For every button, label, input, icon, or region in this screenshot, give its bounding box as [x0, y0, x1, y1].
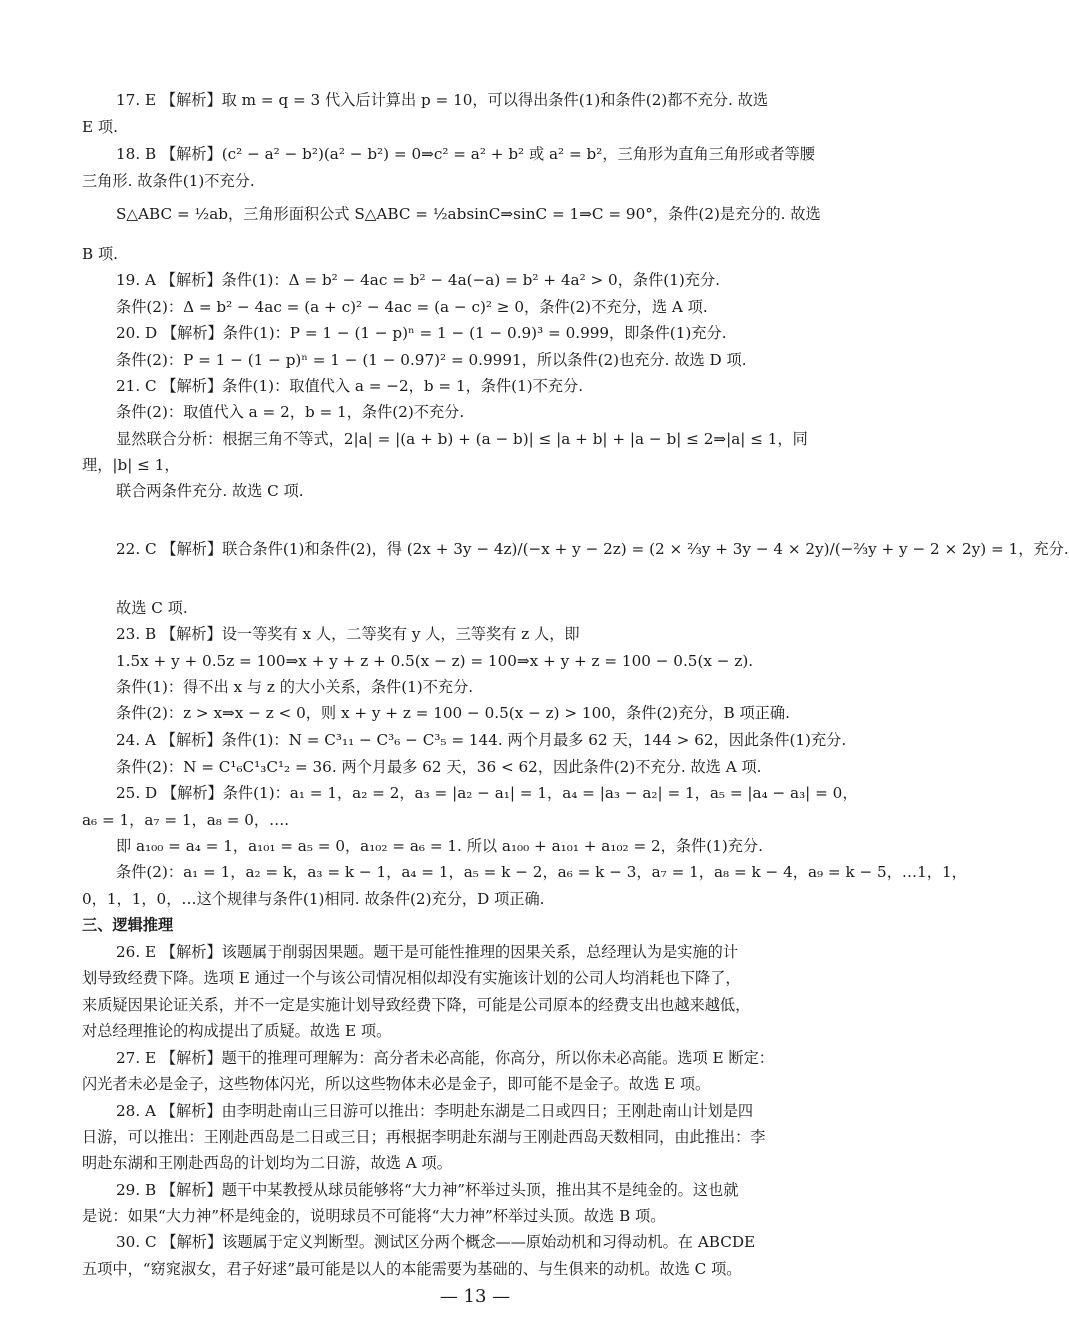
- q18-line4: B 项.: [82, 245, 119, 263]
- q26-line4: 对总经理推论的构成提出了质疑。故选 E 项。: [82, 1022, 392, 1040]
- q21-line3: 显然联合分析：根据三角不等式，2|a| = |(a + b) + (a − b)| ≤ |a + b| + |a − b| ≤ 2⇒|a| ≤ 1，同: [116, 430, 808, 448]
- q21-line2: 条件(2)：取值代入 a = 2，b = 1，条件(2)不充分.: [116, 403, 465, 421]
- q20-line1: 20. D 【解析】条件(1)：P = 1 − (1 − p)ⁿ = 1 − (1 − 0.9)³ = 0.999，即条件(1)充分.: [116, 324, 727, 342]
- q26-line3: 来质疑因果论证关系，并不一定是实施计划导致经费下降，可能是公司原本的经费支出也越来越低，: [82, 996, 751, 1014]
- q23-line1: 23. B 【解析】设一等奖有 x 人，二等奖有 y 人，三等奖有 z 人，即: [116, 625, 580, 643]
- q21-line4: 理，|b| ≤ 1，: [82, 456, 180, 474]
- q17-line1: 17. E 【解析】取 m = q = 3 代入后计算出 p = 10，可以得出条件(1)和条件(2)都不充分. 故选: [116, 91, 769, 109]
- q21-line1: 21. C 【解析】条件(1)：取值代入 a = −2，b = 1，条件(1)不充分.: [116, 377, 584, 395]
- q25-line5: 0，1，1，0，…这个规律与条件(1)相同. 故条件(2)充分，D 项正确.: [82, 890, 545, 908]
- q21-line5: 联合两条件充分. 故选 C 项.: [116, 482, 304, 500]
- q27-line1: 27. E 【解析】题干的推理可理解为：高分者未必高能，你高分，所以你未必高能。选项 E 断定：: [116, 1049, 774, 1067]
- page-number: — 13 —: [439, 1286, 511, 1307]
- q24-line2: 条件(2)：N = C¹₆C¹₃C¹₂ = 36. 两个月最多 62 天，36 < 62，因此条件(2)不充分. 故选 A 项.: [116, 758, 762, 776]
- q30-line1: 30. C 【解析】该题属于定义判断型。测试区分两个概念——原始动机和习得动机。在 ABCDE: [116, 1233, 756, 1251]
- q28-line1: 28. A 【解析】由李明赴南山三日游可以推出：李明赴东湖是二日或四日；王刚赴南山计划是四: [116, 1102, 754, 1120]
- q18-line1: 18. B 【解析】(c² − a² − b²)(a² − b²) = 0⇒c² = a² + b² 或 a² = b²，三角形为直角三角形或者等腰: [116, 145, 815, 163]
- q22-line2: 故选 C 项.: [116, 599, 188, 617]
- q25-line3: 即 a₁₀₀ = a₄ = 1，a₁₀₁ = a₅ = 0，a₁₀₂ = a₆ = 1. 所以 a₁₀₀ + a₁₀₁ + a₁₀₂ = 2，条件(1)充分.: [116, 837, 763, 855]
- q22-line1: 22. C 【解析】联合条件(1)和条件(2)，得 (2x + 3y − 4z)/(−x + y − 2z) = (2 × ⅔y + 3y − 4 × 2y)/(−⅔y + y − 2 × 2y) = 1，充分.: [116, 540, 1069, 558]
- q20-line2: 条件(2)：P = 1 − (1 − p)ⁿ = 1 − (1 − 0.97)² = 0.9991，所以条件(2)也充分. 故选 D 项.: [116, 351, 747, 369]
- q19-line1: 19. A 【解析】条件(1)：Δ = b² − 4ac = b² − 4a(−a) = b² + 4a² > 0，条件(1)充分.: [116, 271, 720, 289]
- q29-line1: 29. B 【解析】题干中某教授从球员能够将“大力神”杯举过头顶，推出其不是纯金的。这也就: [116, 1181, 739, 1199]
- q28-line2: 日游，可以推出：王刚赴西岛是二日或三日；再根据李明赴东湖与王刚赴西岛天数相同，由此推出：李: [82, 1128, 766, 1146]
- section-heading: 三、逻辑推理: [82, 916, 174, 934]
- q18-line2: 三角形. 故条件(1)不充分.: [82, 172, 255, 190]
- q17-line2: E 项.: [82, 118, 118, 136]
- q25-line4: 条件(2)：a₁ = 1，a₂ = k，a₃ = k − 1，a₄ = 1，a₅ = k − 2，a₆ = k − 3，a₇ = 1，a₈ = k − 4，a₉ = k − 5，…1，1，: [116, 863, 967, 881]
- q23-line3: 条件(1)：得不出 x 与 z 的大小关系，条件(1)不充分.: [116, 678, 474, 696]
- q23-line2: 1.5x + y + 0.5z = 100⇒x + y + z + 0.5(x − z) = 100⇒x + y + z = 100 − 0.5(x − z).: [116, 652, 754, 670]
- q26-line2: 划导致经费下降。选项 E 通过一个与该公司情况相似却没有实施该计划的公司人均消耗也下降了，: [82, 969, 741, 987]
- q24-line1: 24. A 【解析】条件(1)：N = C³₁₁ − C³₆ − C³₅ = 144. 两个月最多 62 天，144 > 62，因此条件(1)充分.: [116, 731, 847, 749]
- q18-line3: S△ABC = ½ab，三角形面积公式 S△ABC = ½absinC⇒sinC = 1⇒C = 90°，条件(2)是充分的. 故选: [116, 205, 821, 223]
- q23-line4: 条件(2)：z > x⇒x − z < 0，则 x + y + z = 100 − 0.5(x − z) > 100，条件(2)充分，B 项正确.: [116, 704, 790, 722]
- q30-line2: 五项中，“窈窕淑女，君子好逑”最可能是以人的本能需要为基础的、与生俱来的动机。故选 C 项。: [82, 1260, 742, 1278]
- q26-line1: 26. E 【解析】该题属于削弱因果题。题干是可能性推理的因果关系，总经理认为是实施的计: [116, 943, 739, 961]
- q27-line2: 闪光者未必是金子，这些物体闪光，所以这些物体未必是金子，即可能不是金子。故选 E 项。: [82, 1075, 711, 1093]
- q19-line2: 条件(2)：Δ = b² − 4ac = (a + c)² − 4ac = (a − c)² ≥ 0，条件(2)不充分，选 A 项.: [116, 298, 708, 316]
- q28-line3: 明赴东湖和王刚赴西岛的计划均为二日游，故选 A 项。: [82, 1154, 452, 1172]
- q25-line2: a₆ = 1，a₇ = 1，a₈ = 0，….: [82, 811, 290, 829]
- q29-line2: 是说：如果“大力神”杯是纯金的，说明球员不可能将“大力神”杯举过头顶。故选 B 项。: [82, 1207, 666, 1225]
- q25-line1: 25. D 【解析】条件(1)：a₁ = 1，a₂ = 2，a₃ = |a₂ − a₁| = 1，a₄ = |a₃ − a₂| = 1，a₅ = |a₄ − a₃| = 0，: [116, 784, 858, 802]
